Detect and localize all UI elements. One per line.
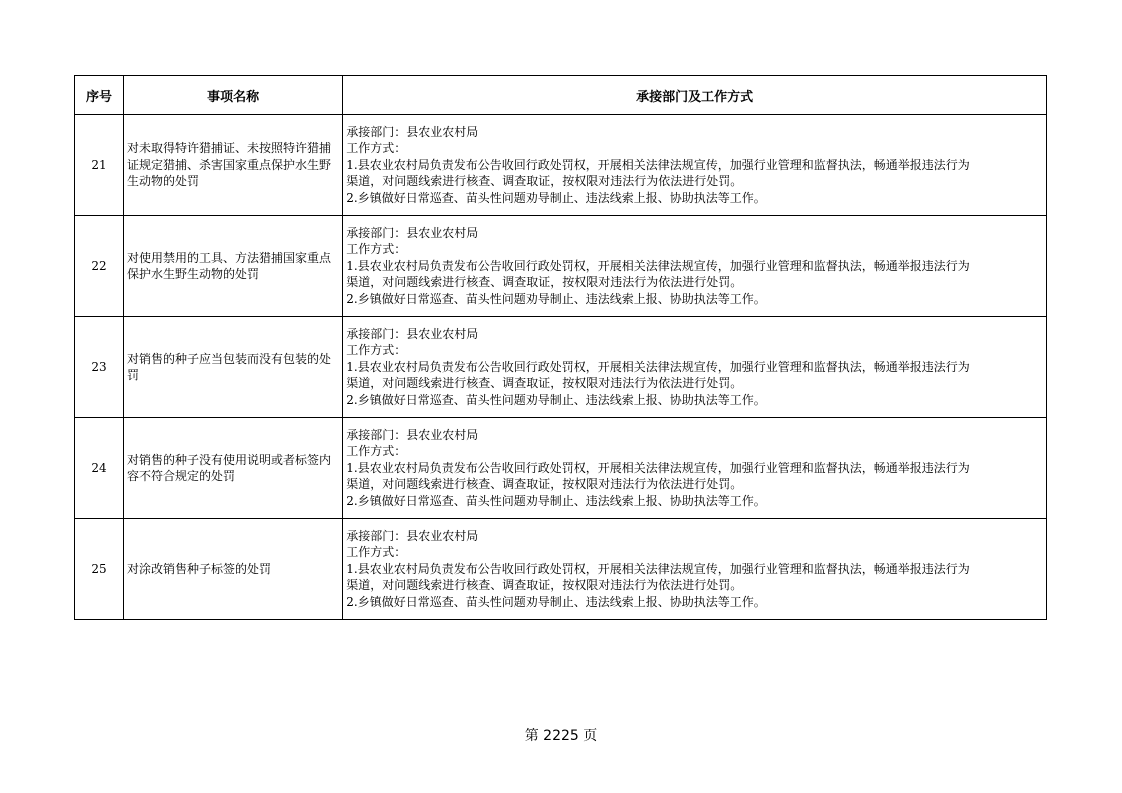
method-item-1-line-a: 1.县农业农村局负责发布公告收回行政处罚权，开展相关法律法规宣传，加强行业管理和监督执法，畅通举报违法行为 (346, 258, 970, 273)
method-heading-line: 工作方式： (346, 343, 407, 358)
item-name-text: 对未取得特许猎捕证、未按照特许猎捕证规定猎捕、杀害国家重点保护水生野生动物的处罚 (127, 141, 332, 189)
table-row (75, 115, 1047, 216)
department-method-cell (343, 418, 1047, 519)
item-name-text: 对使用禁用的工具、方法猎捕国家重点保护水生野生动物的处罚 (127, 250, 332, 281)
method-item-1-line-b: 渠道，对问题线索进行核查、调查取证，按权限对违法行为依法进行处罚。 (346, 376, 743, 391)
method-item-1-line-b: 渠道，对问题线索进行核查、调查取证，按权限对违法行为依法进行处罚。 (346, 477, 743, 492)
item-name-text: 对销售的种子应当包装而没有包装的处罚 (127, 351, 332, 382)
department-method-cell (343, 115, 1047, 216)
method-item-2-line: 2.乡镇做好日常巡查、苗头性问题劝导制止、违法线索上报、协助执法等工作。 (346, 493, 766, 508)
table-header (75, 76, 1047, 115)
department-method-cell (343, 519, 1047, 620)
method-item-1-line-a: 1.县农业农村局负责发布公告收回行政处罚权，开展相关法律法规宣传，加强行业管理和监督执法，畅通举报违法行为 (346, 359, 970, 374)
department-line: 承接部门：县农业农村局 (346, 427, 479, 442)
header-department-and-method: 承接部门及工作方式 (343, 76, 1047, 115)
header-row (75, 76, 1047, 115)
method-item-2-line: 2.乡镇做好日常巡查、苗头性问题劝导制止、违法线索上报、协助执法等工作。 (346, 190, 766, 205)
table-row (75, 519, 1047, 620)
header-serial-number: 序号 (75, 76, 124, 115)
method-heading-line: 工作方式： (346, 444, 407, 459)
department-method-cell (343, 216, 1047, 317)
item-name-cell (124, 418, 343, 519)
department-method-cell (343, 317, 1047, 418)
item-name-cell (124, 317, 343, 418)
method-item-1-line-a: 1.县农业农村局负责发布公告收回行政处罚权，开展相关法律法规宣传，加强行业管理和监督执法，畅通举报违法行为 (346, 157, 970, 172)
method-item-1-line-b: 渠道，对问题线索进行核查、调查取证，按权限对违法行为依法进行处罚。 (346, 578, 743, 593)
item-name-cell (124, 216, 343, 317)
method-item-1-line-a: 1.县农业农村局负责发布公告收回行政处罚权，开展相关法律法规宣传，加强行业管理和监督执法，畅通举报违法行为 (346, 561, 970, 576)
method-item-2-line: 2.乡镇做好日常巡查、苗头性问题劝导制止、违法线索上报、协助执法等工作。 (346, 291, 766, 306)
method-item-1-line-a: 1.县农业农村局负责发布公告收回行政处罚权，开展相关法律法规宣传，加强行业管理和监督执法，畅通举报违法行为 (346, 460, 970, 475)
table-row (75, 317, 1047, 418)
department-line: 承接部门：县农业农村局 (346, 528, 479, 543)
matters-table (74, 75, 1047, 620)
table-body (75, 115, 1047, 620)
table-row (75, 418, 1047, 519)
department-line: 承接部门：县农业农村局 (346, 124, 479, 139)
item-name-cell (124, 115, 343, 216)
method-item-1-line-b: 渠道，对问题线索进行核查、调查取证，按权限对违法行为依法进行处罚。 (346, 174, 743, 189)
method-heading-line: 工作方式： (346, 141, 407, 156)
serial-number-cell: 25 (75, 519, 124, 620)
item-name-text: 对销售的种子没有使用说明或者标签内容不符合规定的处罚 (127, 452, 332, 483)
department-line: 承接部门：县农业农村局 (346, 326, 479, 341)
method-heading-line: 工作方式： (346, 242, 407, 257)
department-line: 承接部门：县农业农村局 (346, 225, 479, 240)
serial-number-cell: 21 (75, 115, 124, 216)
item-name-cell (124, 519, 343, 620)
serial-number-cell: 24 (75, 418, 124, 519)
method-heading-line: 工作方式： (346, 545, 407, 560)
method-item-2-line: 2.乡镇做好日常巡查、苗头性问题劝导制止、违法线索上报、协助执法等工作。 (346, 392, 766, 407)
item-name-text: 对涂改销售种子标签的处罚 (127, 561, 272, 576)
serial-number-cell: 23 (75, 317, 124, 418)
table-row (75, 216, 1047, 317)
serial-number-cell: 22 (75, 216, 124, 317)
method-item-1-line-b: 渠道，对问题线索进行核查、调查取证，按权限对违法行为依法进行处罚。 (346, 275, 743, 290)
method-item-2-line: 2.乡镇做好日常巡查、苗头性问题劝导制止、违法线索上报、协助执法等工作。 (346, 594, 766, 609)
header-item-name: 事项名称 (124, 76, 343, 115)
page-number: 第 2225 页 (524, 728, 598, 744)
